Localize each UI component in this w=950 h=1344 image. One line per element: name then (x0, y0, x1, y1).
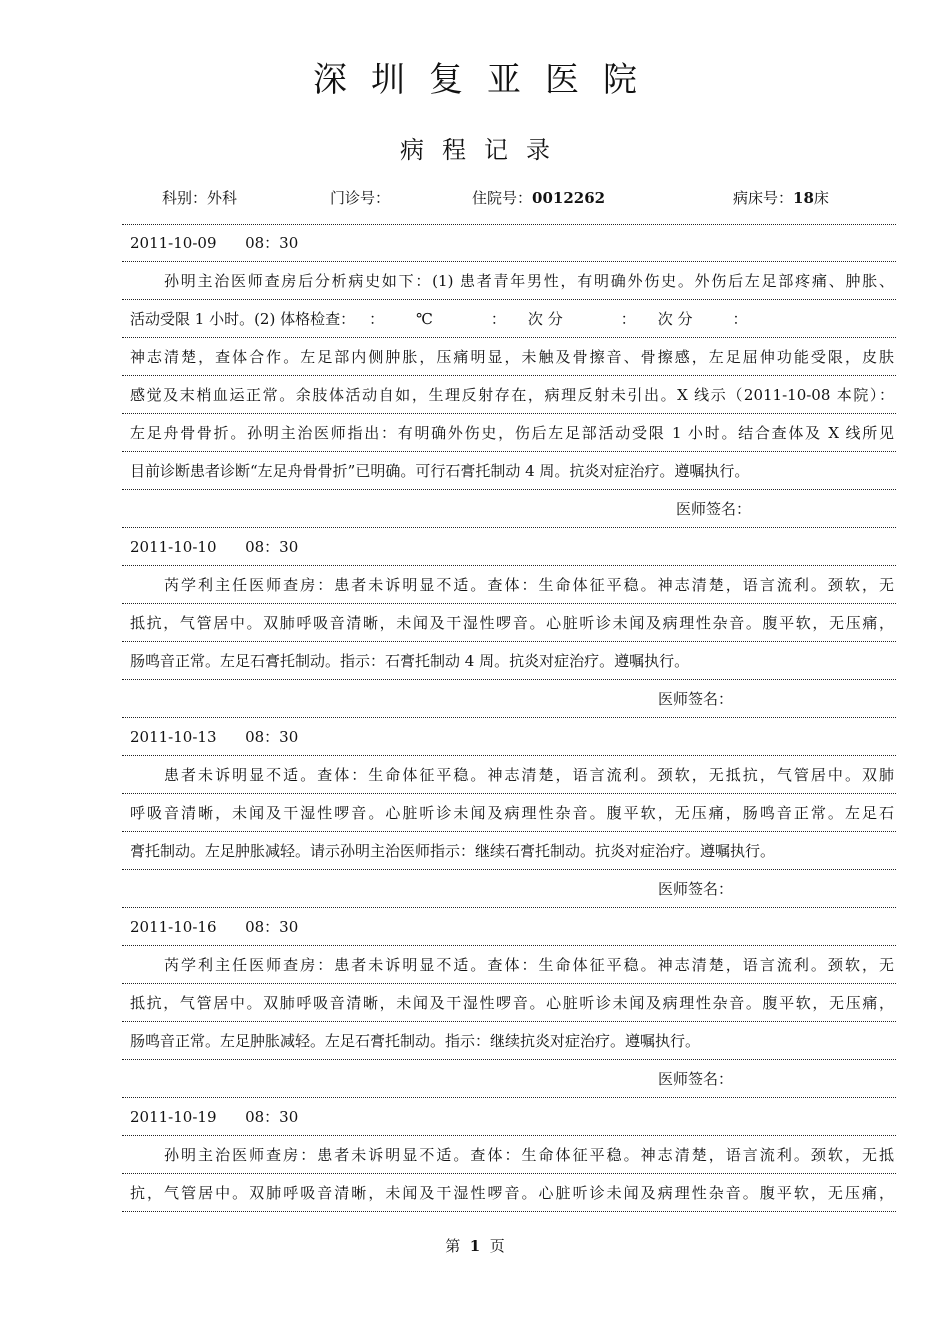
pulse-unit: 次 分 (527, 310, 563, 328)
entry-datetime (130, 537, 298, 557)
page-number (0, 1235, 950, 1256)
hospital-name: 深圳复亚医院 (313, 60, 661, 100)
entry-text: 抵抗，气管居中。双肺呼吸音清晰，未闻及干湿性啰音。心脏听诊未闻及病理性杂音。腹平软，无压痛， (130, 994, 894, 1012)
page-suffix: 页 (489, 1237, 505, 1255)
entry-line (122, 1136, 896, 1174)
bed-unit: 床 (813, 189, 829, 207)
entry-time: 08：30 (245, 1108, 299, 1126)
entry-text: 抵抗，气管居中。双肺呼吸音清晰，未闻及干湿性啰音。心脏听诊未闻及病理性杂音。腹平软，无压痛， (130, 614, 894, 632)
entry-date-row (122, 1098, 896, 1136)
entry-text: 芮学利主任医师查房：患者未诉明显不适。查体：生命体征平稳。神志清楚，语言流利。颈软，无 (164, 956, 894, 974)
entry-text: 神志清楚，查体合作。左足部内侧肿胀，压痛明显，未触及骨擦音、骨擦感，左足屈伸功能受限，皮肤 (130, 348, 894, 366)
bed-value: 18 (793, 189, 814, 207)
entry-date: 2011-10-19 (130, 1108, 217, 1126)
entry-datetime (130, 727, 298, 747)
outpatient-label: 门诊号： (330, 189, 391, 207)
vitals-prefix: 活动受限 1 小时。(2) 体格检查： (130, 310, 356, 328)
inpatient-field (472, 187, 605, 208)
pulse-sep: ： (490, 310, 506, 328)
entry-date: 2011-10-09 (130, 234, 217, 252)
doctor-signature-label: 医师签名： (676, 500, 752, 518)
bed-field (733, 187, 829, 208)
entry-text: 膏托制动。左足肿胀减轻。请示孙明主治医师指示：继续石膏托制动。抗炎对症治疗。遵嘱执行。 (130, 842, 776, 860)
record-title: 病程记录 (400, 136, 568, 164)
page-number-value: 1 (469, 1237, 481, 1255)
entry-date-row (122, 718, 896, 756)
blood-pressure-sep: ： (732, 310, 748, 328)
entry-date: 2011-10-10 (130, 538, 217, 556)
entry-date: 2011-10-16 (130, 918, 217, 936)
signature-row (122, 1060, 896, 1098)
entry-line (122, 832, 896, 870)
department-value: 外科 (207, 189, 238, 207)
respiration-sep: ： (620, 310, 636, 328)
entry-text: 患者未诉明显不适。查体：生命体征平稳。神志清楚，语言流利。颈软，无抵抗，气管居中。双肺 (164, 766, 894, 784)
doctor-signature-label: 医师签名： (658, 1070, 734, 1088)
outpatient-field (330, 187, 390, 208)
entry-text: 左足舟骨骨折。孙明主治医师指出：有明确外伤史，伤后左足部活动受限 1 小时。结合查体及 X 线所见 (130, 424, 894, 442)
entry-text: 目前诊断患者诊断“左足舟骨骨折”已明确。可行石膏托制动 4 周。抗炎对症治疗。遵嘱执行。 (130, 462, 750, 480)
entry-line (122, 756, 896, 794)
entry-line (122, 338, 896, 376)
entry-vitals-line (122, 300, 896, 338)
signature-row (122, 680, 896, 718)
entry-line (122, 262, 896, 300)
entry-date-row (122, 224, 896, 262)
entry-text: 感觉及末梢血运正常。余肢体活动自如，生理反射存在，病理反射未引出。X 线示（2011-10-08 本院）： (130, 386, 894, 404)
bed-label: 病床号： (733, 189, 794, 207)
temperature-sep: ： (369, 310, 385, 328)
entry-time: 08：30 (245, 538, 299, 556)
entry-date-row (122, 908, 896, 946)
entry-time: 08：30 (245, 234, 299, 252)
entry-text: 抗，气管居中。双肺呼吸音清晰，未闻及干湿性啰音。心脏听诊未闻及病理性杂音。腹平软，无压痛， (130, 1184, 894, 1202)
entry-text: 肠鸣音正常。左足肿胀减轻。左足石膏托制动。指示：继续抗炎对症治疗。遵嘱执行。 (130, 1032, 701, 1050)
entry-line (122, 604, 896, 642)
entry-line (122, 566, 896, 604)
entry-line (122, 452, 896, 490)
entry-datetime (130, 233, 298, 253)
signature-row (122, 490, 896, 528)
entry-datetime (130, 917, 298, 937)
entry-line (122, 642, 896, 680)
entry-line (122, 984, 896, 1022)
inpatient-label: 住院号： (472, 189, 533, 207)
doctor-signature-label: 医师签名： (658, 690, 734, 708)
entry-datetime (130, 1107, 298, 1127)
temperature-unit: ℃ (416, 310, 433, 328)
entry-line (122, 1174, 896, 1212)
progress-notes (122, 224, 896, 1212)
department-field (162, 187, 237, 208)
respiration-unit: 次 分 (657, 310, 693, 328)
inpatient-value: 0012262 (532, 189, 606, 207)
entry-line (122, 946, 896, 984)
entry-line (122, 376, 896, 414)
entry-line (122, 794, 896, 832)
entry-line (122, 1022, 896, 1060)
vitals-text (130, 309, 748, 329)
entry-date: 2011-10-13 (130, 728, 217, 746)
entry-text: 肠鸣音正常。左足石膏托制动。指示：石膏托制动 4 周。抗炎对症治疗。遵嘱执行。 (130, 652, 690, 670)
entry-time: 08：30 (245, 728, 299, 746)
patient-info-row (0, 187, 950, 211)
entry-date-row (122, 528, 896, 566)
signature-row (122, 870, 896, 908)
entry-text: 孙明主治医师查房后分析病史如下：(1) 患者青年男性，有明确外伤史。外伤后左足部疼痛、肿胀、 (164, 272, 894, 290)
entry-time: 08：30 (245, 918, 299, 936)
department-label: 科别： (162, 189, 208, 207)
entry-text: 芮学利主任医师查房：患者未诉明显不适。查体：生命体征平稳。神志清楚，语言流利。颈软，无 (164, 576, 894, 594)
doctor-signature-label: 医师签名： (658, 880, 734, 898)
entry-text: 孙明主治医师查房：患者未诉明显不适。查体：生命体征平稳。神志清楚，语言流利。颈软，无抵 (164, 1146, 894, 1164)
entry-line (122, 414, 896, 452)
page-prefix: 第 (445, 1237, 461, 1255)
entry-text: 呼吸音清晰，未闻及干湿性啰音。心脏听诊未闻及病理性杂音。腹平软，无压痛，肠鸣音正常。左足石 (130, 804, 894, 822)
